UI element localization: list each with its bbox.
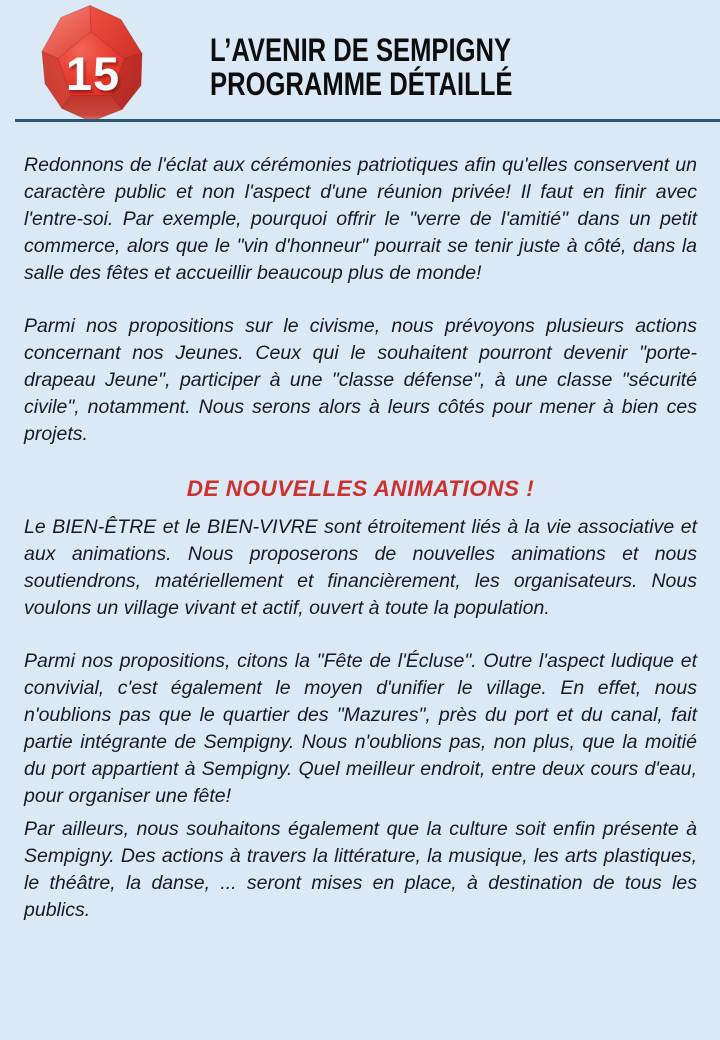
- paragraph-bien-etre-animations: Le BIEN-ÊTRE et le BIEN-VIVRE sont étroitement liés à la vie associative et aux animations. Nous proposerons de nouvelles animations et nous soutiendrons, matériellement et financièrement, les organisateurs. Nous voulons un village vivant et actif, ouvert à toute la population.: [24, 516, 697, 619]
- page-title-line1: L’AVENIR DE SEMPIGNY: [210, 32, 512, 68]
- paragraph-ceremonies-patriotiques: Redonnons de l'éclat aux cérémonies patriotiques afin qu'elles conservent un caractère public et non l'aspect d'une réunion privée! Il faut en finir avec l'entre-soi. Par exemple, pourquoi offrir le "verre de l'amitié" dans un petit commerce, alors que le "vin d'honneur" pourrait se tenir juste à côté, dans la salle des fêtes et accueillir beaucoup plus de monde!: [24, 154, 697, 284]
- paragraph-culture: Par ailleurs, nous souhaitons également que la culture soit enfin présente à Sempigny. Des actions à travers la littérature, la musique, les arts plastiques, le théâtre, la danse, ... seront mises en place, à destination de tous les publics.: [24, 818, 697, 921]
- badge-number: 15: [65, 47, 121, 100]
- header-divider: [15, 119, 720, 122]
- page-title: [210, 33, 512, 101]
- document-body: [24, 152, 697, 950]
- paragraph-fete-ecluse: Parmi nos propositions, citons la "Fête de l'Écluse". Outre l'aspect ludique et convivial, c'est également le moyen d'unifier le village. En effet, nous n'oublions pas que le quartier des "Mazures", près du port et du canal, fait partie intégrante de Sempigny. Nous n'oublions pas, non plus, que la moitié du port appartient à Sempigny. Quel meilleur endroit, entre deux cours d'eau, pour organiser une fête!: [24, 650, 697, 807]
- page-title-line2: PROGRAMME DÉTAILLÉ: [210, 66, 513, 102]
- section-heading-nouvelles-animations: DE NOUVELLES ANIMATIONS !: [186, 476, 535, 501]
- badge-15-gem-icon: [38, 3, 148, 124]
- paragraph-civisme-jeunes: Parmi nos propositions sur le civisme, nous prévoyons plusieurs actions concernant nos Jeunes. Ceux qui le souhaitent pourront devenir "porte-drapeau Jeune", participer à une "classe défense", à une classe "sécurité civile", notamment. Nous serons alors à leurs côtés pour mener à bien ces projets.: [24, 315, 697, 445]
